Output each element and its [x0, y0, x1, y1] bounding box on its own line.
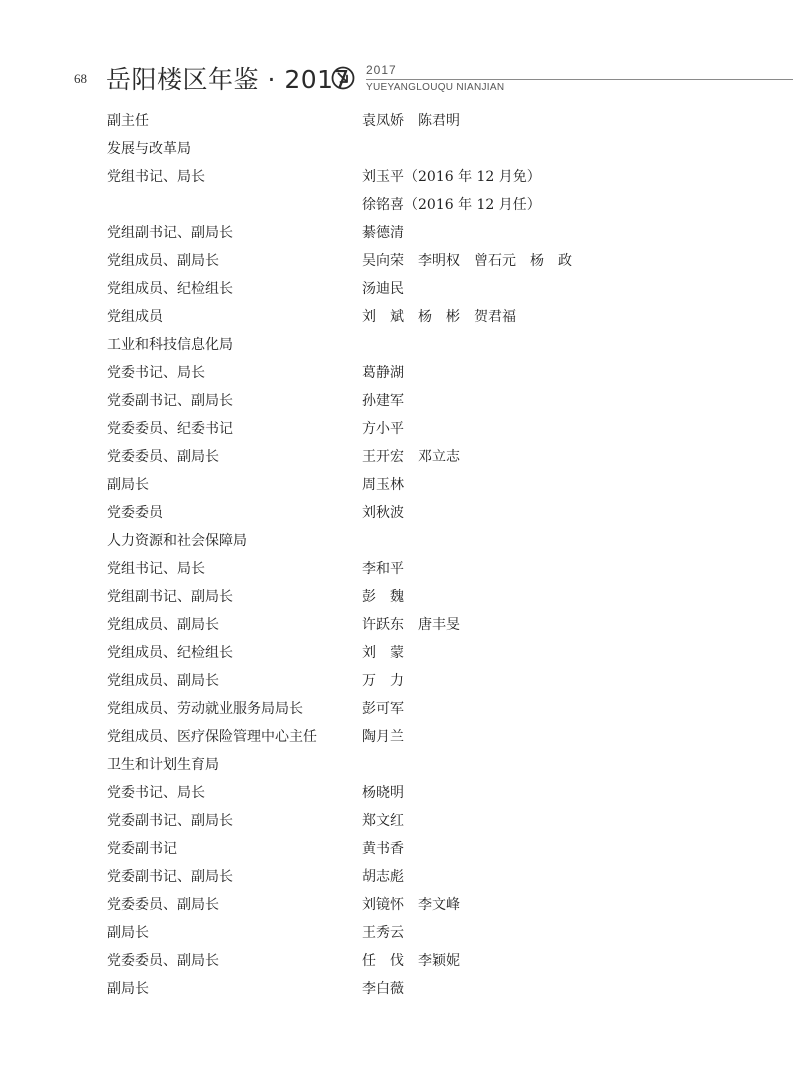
header-rule — [366, 79, 793, 80]
list-item — [0, 723, 793, 751]
list-item — [0, 583, 793, 611]
person-names: 綦德清 — [362, 225, 404, 241]
position-title: 党组书记、局长 — [107, 561, 205, 577]
section-heading-text: 卫生和计划生育局 — [107, 757, 219, 773]
position-title: 党组成员、副局长 — [107, 673, 219, 689]
person-names: 刘镜怀 李文峰 — [362, 897, 460, 913]
list-item — [0, 695, 793, 723]
position-title: 党委委员、副局长 — [107, 953, 219, 969]
list-item — [0, 275, 793, 303]
section-heading — [0, 751, 793, 779]
person-names: 徐铭喜（2016 年 12 月任） — [362, 197, 541, 213]
header-pinyin: YUEYANGLOUQU NIANJIAN — [366, 82, 505, 93]
section-heading — [0, 135, 793, 163]
person-names: 袁凤娇 陈君明 — [362, 113, 460, 129]
personnel-list — [0, 107, 793, 1003]
position-title: 党委副书记 — [107, 841, 177, 857]
position-title: 党委副书记、副局长 — [107, 813, 233, 829]
position-title: 党组成员、纪检组长 — [107, 645, 233, 661]
position-title: 党组成员、医疗保险管理中心主任 — [107, 729, 317, 745]
position-title: 党委副书记、副局长 — [107, 393, 233, 409]
person-names: 葛静湖 — [362, 365, 404, 381]
person-names: 彭可军 — [362, 701, 404, 717]
list-item — [0, 835, 793, 863]
position-title: 党委书记、局长 — [107, 365, 205, 381]
list-item — [0, 387, 793, 415]
person-names: 李白薇 — [362, 981, 404, 997]
list-item — [0, 247, 793, 275]
position-title: 党委委员、副局长 — [107, 897, 219, 913]
section-heading — [0, 527, 793, 555]
person-names: 郑文红 — [362, 813, 404, 829]
person-names: 杨晓明 — [362, 785, 404, 801]
list-item — [0, 499, 793, 527]
list-item — [0, 611, 793, 639]
person-names: 孙建军 — [362, 393, 404, 409]
list-item — [0, 807, 793, 835]
list-item — [0, 919, 793, 947]
person-names: 任 伐 李颖妮 — [362, 953, 460, 969]
header-year-block — [366, 64, 397, 76]
person-names: 刘秋波 — [362, 505, 404, 521]
list-item — [0, 443, 793, 471]
section-heading-text: 工业和科技信息化局 — [107, 337, 233, 353]
position-title: 党组成员、副局长 — [107, 617, 219, 633]
position-title: 副局长 — [107, 925, 149, 941]
list-item — [0, 415, 793, 443]
list-item — [0, 667, 793, 695]
person-names: 万 力 — [362, 673, 404, 689]
list-item — [0, 163, 793, 191]
list-item — [0, 219, 793, 247]
position-title: 党组成员 — [107, 309, 163, 325]
person-names: 许跃东 唐丰旻 — [362, 617, 460, 633]
list-item — [0, 303, 793, 331]
position-title: 党委副书记、副局长 — [107, 869, 233, 885]
section-heading-text: 发展与改革局 — [107, 141, 191, 157]
list-item — [0, 359, 793, 387]
list-item — [0, 555, 793, 583]
list-item — [0, 947, 793, 975]
person-names: 彭 魏 — [362, 589, 404, 605]
list-item — [0, 863, 793, 891]
person-names: 刘玉平（2016 年 12 月免） — [362, 169, 541, 185]
list-item — [0, 107, 793, 135]
position-title: 党组成员、劳动就业服务局局长 — [107, 701, 303, 717]
position-title: 党委书记、局长 — [107, 785, 205, 801]
section-heading-text: 人力资源和社会保障局 — [107, 533, 247, 549]
position-title: 党委委员、纪委书记 — [107, 421, 233, 437]
list-item — [0, 975, 793, 1003]
person-names: 陶月兰 — [362, 729, 404, 745]
position-title: 副主任 — [107, 113, 149, 129]
position-title: 党组成员、纪检组长 — [107, 281, 233, 297]
person-names: 周玉林 — [362, 477, 404, 493]
list-item — [0, 471, 793, 499]
person-names: 王秀云 — [362, 925, 404, 941]
position-title: 党委委员 — [107, 505, 163, 521]
person-names: 方小平 — [362, 421, 404, 437]
position-title: 党组书记、局长 — [107, 169, 205, 185]
list-item — [0, 891, 793, 919]
person-names: 黄书香 — [362, 841, 404, 857]
person-names: 刘 斌 杨 彬 贺君福 — [362, 309, 516, 325]
person-names: 汤迪民 — [362, 281, 404, 297]
position-title: 党组副书记、副局长 — [107, 589, 233, 605]
person-names: 李和平 — [362, 561, 404, 577]
list-item — [0, 639, 793, 667]
circle-arrow-down-right-icon — [331, 66, 355, 90]
page-number: 68 — [74, 71, 87, 86]
position-title: 党委委员、副局长 — [107, 449, 219, 465]
list-item — [0, 191, 793, 219]
running-header-title: 岳阳楼区年鉴 · 2017 — [106, 65, 350, 94]
person-names: 王开宏 邓立志 — [362, 449, 460, 465]
person-names: 刘 蒙 — [362, 645, 404, 661]
person-names: 吴向荣 李明权 曾石元 杨 政 — [362, 253, 572, 269]
position-title: 党组成员、副局长 — [107, 253, 219, 269]
section-heading — [0, 331, 793, 359]
list-item — [0, 779, 793, 807]
header-year: 2017 — [366, 63, 397, 77]
position-title: 副局长 — [107, 981, 149, 997]
position-title: 副局长 — [107, 477, 149, 493]
person-names: 胡志彪 — [362, 869, 404, 885]
position-title: 党组副书记、副局长 — [107, 225, 233, 241]
